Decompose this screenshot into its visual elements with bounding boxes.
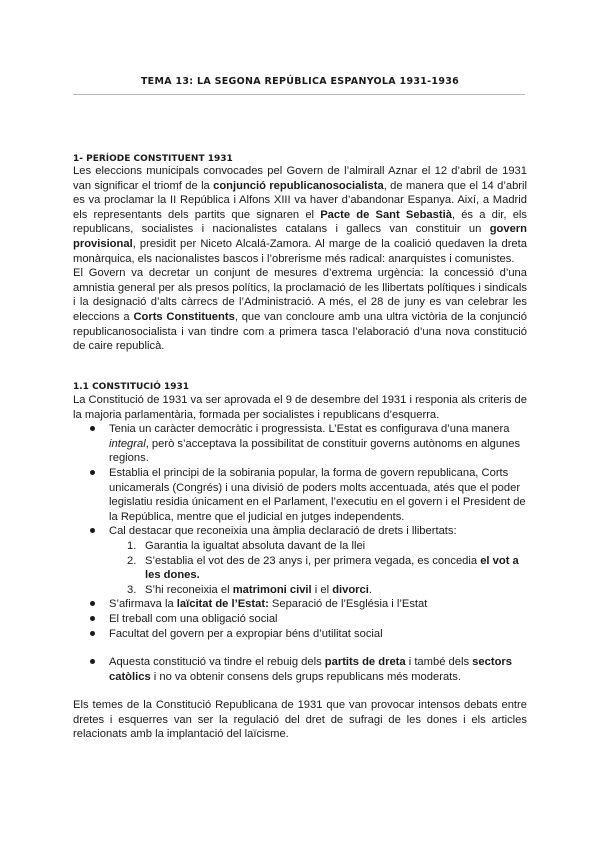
numbered-sublist — [73, 539, 527, 597]
paragraph: La Constitució de 1931 va ser aprovada el 9 de desembre del 1931 i responia als criteris de la majoria parlamentària, formada per socialistes i republicans d’esquerra. — [73, 394, 527, 421]
bullet-icon — [90, 659, 95, 664]
list-item: 3. S’hi reconeixia el matrimoni civil i el divorci. — [127, 583, 372, 596]
bullet-list — [73, 597, 527, 641]
bold-term: Pacte de Sant Sebastià — [320, 208, 452, 221]
bold-term: partits de dreta — [324, 656, 406, 669]
paragraph: Els temes de la Constitució Republicana de 1931 que van provocar intensos debats entre dretes i esquerres van ser la regulació del dret de sufragi de les dones i els articles relacionats amb la implantació del laïcisme. — [73, 699, 527, 741]
bold-term: sectors catòlics — [109, 656, 512, 683]
bold-term: matrimoni civil — [232, 583, 312, 596]
spacer — [73, 684, 527, 698]
bullet-icon — [90, 601, 95, 606]
bullet-icon — [90, 528, 95, 533]
section-heading-constitucio: 1.1 CONSTITUCIÓ 1931 — [73, 382, 190, 392]
list-item: Cal destacar que reconeixia una àmplia declaració de drets i llibertats: — [73, 524, 527, 539]
document-title: TEMA 13: LA SEGONA REPÚBLICA ESPANYOLA 1931-1936 — [140, 76, 460, 87]
list-item: Tenia un caràcter democràtic i progressista. L’Estat es configurava d’una manera integral, però s’acceptava la possibilitat de constituir governs autònoms en algunes regions. — [73, 422, 527, 466]
section-heading-periode-constituent: 1- PERÍODE CONSTITUENT 1931 — [73, 154, 233, 164]
list-item: Facultat del govern per a expropiar béns d’utilitat social — [73, 627, 527, 642]
bold-term: el vot a les dones. — [145, 554, 519, 582]
list-item: El treball com una obligació social — [73, 612, 527, 627]
italic-term: integral — [109, 437, 146, 450]
bullet-list — [73, 422, 527, 539]
list-item: Aquesta constitució va tindre el rebuig dels partits de dreta i també dels sectors catòlics i no va obtenir consens dels grups republicans més moderats. — [73, 655, 527, 684]
paragraph: Les eleccions municipals convocades pel Govern de l’almirall Aznar el 12 d’abril de 1931 van significar el triomf de la conjunció republicanosocialista, de manera que el 14 d’abril es va proclamar la II República i Alfons XIII va haver d’abandonar Espanya. Així, a Madrid els representants dels partits que signaren el Pacte de Sant Sebastià, és a dir, els republicans, socialistes i nacionalistes catalans i gallecs van constituir un govern provisional, presidit per Niceto Alcalá-Zamora. Al marge de la coalició quedaven la dreta monàrquica, els nacionalistes bascos i l’obrerisme més radical: anarquistes i comunistes. — [73, 165, 527, 265]
bold-term: laïcitat de l’Estat: — [176, 598, 269, 611]
bullet-list — [73, 655, 527, 684]
bullet-icon — [90, 470, 95, 475]
bullet-icon — [90, 426, 95, 431]
list-item: Establia el principi de la sobirania popular, la forma de govern republicana, Corts unicamerals (Congrés) i una divisió de poders molts accentuada, atés que el poder legislatiu residia únicament en el Parlament, l’executiu en el govern i el President de la República, mentre que el judicial en jutges independents. — [73, 466, 527, 524]
title-divider — [73, 94, 525, 95]
list-item: 1. Garantia la igualtat absoluta davant de la llei — [127, 539, 366, 552]
bold-term: conjunció republicanosocialista — [213, 179, 384, 192]
paragraph: El Govern va decretar un conjunt de mesures d’extrema urgència: la concessió d’una amnistia general per als presos polítics, la proclamació de les llibertats polítiques i sindicals i la designació d’alts càrrecs de l’Administració. A més, el 28 de juny es van celebrar les eleccions a Corts Constituents, que van concloure amb una ultra victòria de la conjunció republicanosocialista i van tindre com a primera tasca l’elaboració d’una nova constitució de caire republicà. — [73, 267, 528, 353]
bold-term: divorci — [332, 583, 369, 596]
spacer — [73, 641, 527, 655]
bold-term: govern provisional — [73, 223, 527, 250]
list-item: 2. S’establia el vot des de 23 anys i, per primera vegada, es concedia el vot a les dones. — [127, 554, 519, 582]
bold-term: Corts Constituents — [133, 310, 235, 323]
section-constitucio — [73, 393, 527, 742]
list-item: S’afirmava la laïcitat de l’Estat: Separació de l’Església i l’Estat — [73, 597, 527, 612]
bullet-icon — [90, 631, 95, 636]
section-periode-constituent — [73, 164, 527, 354]
bullet-icon — [90, 616, 95, 621]
